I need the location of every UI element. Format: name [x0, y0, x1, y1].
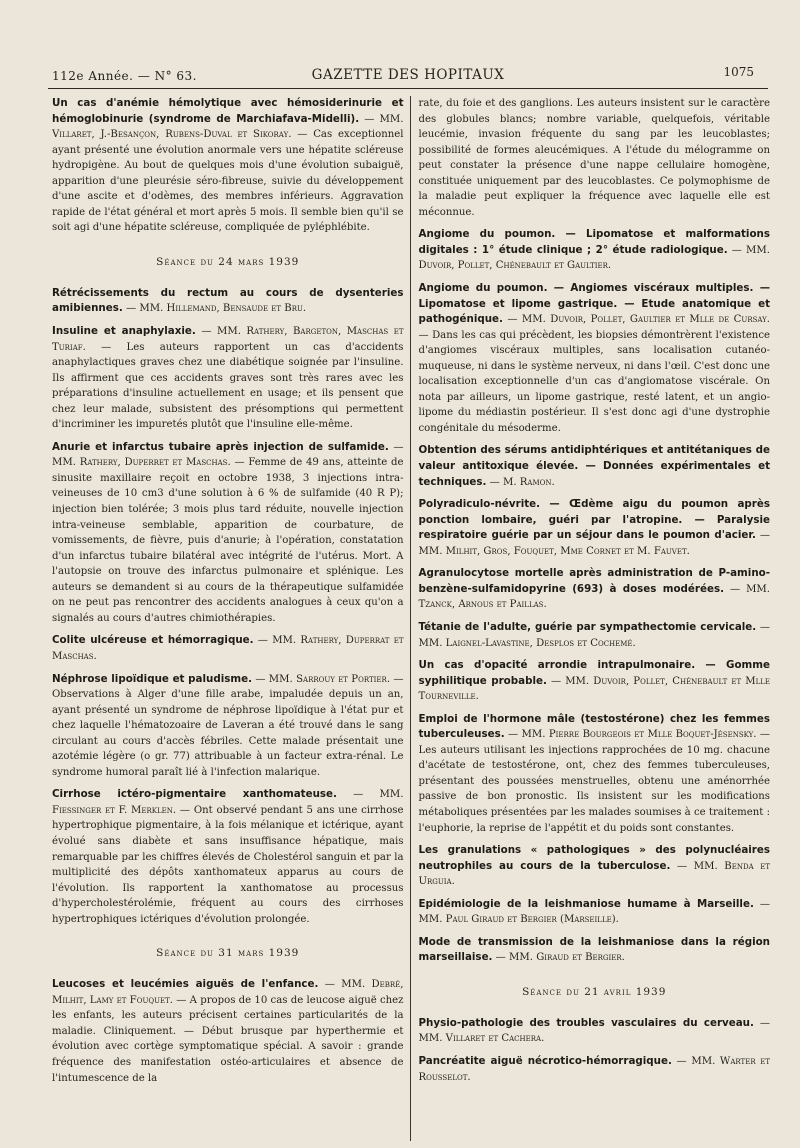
- article-title: Colite ulcéreuse et hémorragique.: [52, 634, 254, 647]
- article-entry: Angiome du poumon. — Angiomes viscéraux multiples. — Lipomatose et lipome gastrique. — Etude anatomique et pathogénique. — MM. Duvoir, Pollet, Gaultier et Mlle de Cursay. — Dans les cas qui précèdent, les biopsies démontrèrent l'existence d'angiomes viscéraux multiples, sans localisation cutanéo-muqueuse, ni dans le système nerveux, ni dans l'œil. C'est donc une localisation exceptionnelle d'un cas d'angiomatose viscérale. On nota par ailleurs, un lipome gastrique, resté latent, et un angio-lipome du médiastin postérieur. Il s'est donc agi d'une dystrophie congénitale du mésoderme.: [418, 282, 770, 434]
- article-entry: Les granulations « pathologiques » des polynucléaires neutrophiles au cours de la tuberculose. — MM. Benda et Urguia.: [418, 844, 770, 888]
- article-title: Tétanie de l'adulte, guérie par sympathectomie cervicale.: [418, 620, 757, 633]
- article-title: Agranulocytose mortelle après administration de P-amino-benzène-sulfamidopyrine (693) à doses modérées.: [418, 567, 770, 595]
- article-body: Ont observé pendant 5 ans une cirrhose hypertrophique pigmentaire, à la fois mélanique et ictérique, ayant évolué sans diabète et sans insuffisance hépatique, mais remarquable par les chiffres élevés de Cholestérol sanguin et par la multiplicité des dépôts xanthomateux apparus au cours de l'évolution. Ils rapportent la xanthomatose au processus d'hypercholestérolémie, fréquent au cours des cirrhoses hypertrophiques ictériques d'évolution prolongée.: [52, 804, 404, 925]
- article-title: Néphrose lipoïdique et paludisme.: [52, 672, 253, 685]
- article-authors: MM. Sarrouy et Portier.: [268, 673, 391, 685]
- article-title: Angiome du poumon. — Angiomes viscéraux multiples. — Lipomatose et lipome gastrique. — Etude anatomique et pathogénique.: [418, 282, 770, 326]
- article-authors: MM. Fiessinger et F. Merklen.: [52, 789, 404, 816]
- article-entry: Leucoses et leucémies aiguës de l'enfance. — MM. Debré, Milhit, Lamy et Fouquet. — A propos de 10 cas de leucose aiguë chez les enfants, les auteurs précisent certaines particularités de la maladie. Cliniquement. — Début brusque par hyperthermie et évolution avec cortège symptomatique spécial. A savoir : grande fréquence des manifestation ostéo-articulaires et absence de l'intumescence de la: [52, 978, 404, 1084]
- article-body: Femme de 49 ans, atteinte de sinusite maxillaire reçoit en octobre 1938, 3 injections intra-veineuses de 10 cm3 d'une solution à 6 % de sulfamide (40 R P); injection bien tolérée; 3 mois plus tard réduite, nouvelle injection intra-veineuse semblable, apparition de courbature, de vomissements, de fièvre, puis d'anurie; à l'opération, constatation d'un infarctus tubaire bilatéral avec intégrité de l'utérus. Mort. A l'autopsie on trouve des infarctus pulmonaire et splénique. Les auteurs se demandent si au cours de la thérapeutique sulfamidée on ne peut pas rencontrer des accidents analogues à ceux qu'on a signalés au cours d'autres chimiothérapies.: [52, 457, 404, 624]
- article-entry: Néphrose lipoïdique et paludisme. — MM. Sarrouy et Portier. — Observations à Alger d'une fille arabe, impaludée depuis un an, ayant présenté un syndrome de néphrose lipoïdique à l'état pur et chez laquelle l'hématozoaire de Laveran a été trouvé dans le sang circulant au cours d'accès fébriles. Cette malade présentait une azotémie légère (o gr. 77) attribuable à un facteur extra-rénal. Le syndrome humoral paraît lié à l'infection malarique.: [52, 672, 404, 778]
- article-authors: MM. Rathery, Duperret et Maschas.: [52, 457, 231, 469]
- article-authors: MM. Warter et Rousselot.: [418, 1055, 770, 1083]
- article-body: Les auteurs utilisant les injections rapprochées de 10 mg. chacune d'acétate de testostérone, ont, chez des femmes tuberculeuses, présentant des poussées menstruelles, obtenu une aménorrhée passive de bon pronostic. Ils insistent sur les modifications métaboliques présentées par les malades soumises à ce traitement : l'euphorie, la reprise de l'appétit et du poids sont constantes.: [418, 744, 770, 834]
- article-authors: MM. Benda et Urguia.: [418, 860, 770, 888]
- article-title: Mode de transmission de la leishmaniose dans la région marseillaise.: [418, 935, 770, 964]
- article-body: rate, du foie et des ganglions. Les auteurs insistent sur le caractère des globules blancs; nombre variable, quelquefois, véritable leucémie, invasion fréquente du sang par les leucoblastes; possibilité de formes aleucémiques. A l'étude du mélogramme on peut constater la présence d'une nappe cellulaire homogène, constituée uniquement par des leucoblastes. Ce polymophisme de la maladie peut expliquer la fréquence avec laquelle elle est méconnue.: [418, 98, 770, 218]
- article-authors: MM. Giraud et Bergier.: [509, 952, 625, 964]
- page-number: 1075: [723, 65, 754, 79]
- article-body: A propos de 10 cas de leucose aiguë chez les enfants, les auteurs précisent certaines particularités de la maladie. Cliniquement. — Début brusque par hyperthermie et évolution avec cortège symptomatique spécial. A savoir : grande fréquence des manifestation ostéo-articulaires et absence de l'intumescence de la: [52, 994, 404, 1084]
- article-entry: Cirrhose ictéro-pigmentaire xanthomateuse. — MM. Fiessinger et F. Merklen. — Ont observé pendant 5 ans une cirrhose hypertrophique pigmentaire, à la fois mélanique et ictérique, ayant évolué sans diabète et sans insuffisance hépatique, mais remarquable par les chiffres élevés de Cholestérol sanguin et par la multiplicité des dépôts xanthomateux apparus au cours de l'évolution. Ils rapportent la xanthomatose au processus d'hypercholestérolémie, fréquent au cours des cirrhoses hypertrophiques ictériques d'évolution prolongée.: [52, 788, 404, 925]
- article-authors: MM. Duvoir, Pollet, Gaultier et Mlle de Cursay.: [521, 314, 770, 326]
- article-entry: Pancréatite aiguë nécrotico-hémorragique. — MM. Warter et Rousselot.: [418, 1054, 770, 1083]
- article-entry: Tétanie de l'adulte, guérie par sympathectomie cervicale. — MM. Laignel-Lavastine, Desplos et Cochemé.: [418, 620, 770, 649]
- article-authors: MM. Paul Giraud et Bergier (Marseille).: [418, 914, 619, 926]
- article-authors: MM. Tzanck, Arnous et Paillas.: [418, 583, 770, 611]
- article-title: Polyradiculo-névrite. — Œdème aigu du poumon après ponction lombaire, guéri par l'atropine. — Paralysie respiratoire guérie par un séjour dans le poumon d'acier.: [418, 498, 770, 542]
- session-heading: Séance du 31 mars 1939: [156, 947, 300, 960]
- article-title: Emploi de l'hormone mâle (testostérone) chez les femmes tuberculeuses.: [418, 712, 770, 741]
- article-authors: M. Ramon.: [503, 476, 555, 488]
- article-entry: Obtention des sérums antidiphtériques et antitétaniques de valeur antitoxique élevée. — Données expérimentales et techniques. — M. Ramon.: [418, 444, 770, 488]
- article-entry: Angiome du poumon. — Lipomatose et malformations digitales : 1° étude clinique ; 2° étude radiologique. — MM. Duvoir, Pollet, Chénebault et Gaultier.: [418, 228, 770, 272]
- article-entry: Un cas d'anémie hémolytique avec hémosiderinurie et hémoglobinurie (syndrome de Marchiafava-Midelli). — MM. Villaret, J.-Besançon, Rubens-Duval et Sikoray. — Cas exceptionnel ayant présenté une évolution anormale vers une hépatite scléreuse hydropigène. Au bout de quelques mois d'une évolution subaiguë, apparition d'une pleurésie séro-fibreuse, suivie du développement d'une ascite et d'odèmes, des membres inférieurs. Aggravation rapide de l'état général et mort après 5 mois. Il semble bien qu'il se soit agi d'une hépatite scléreuse, compliquée de pyléphlébite.: [52, 97, 404, 234]
- session-heading: Séance du 21 avril 1939: [522, 985, 667, 998]
- article-body: Cas exceptionnel ayant présenté une évolution anormale vers une hépatite scléreuse hydropigène. Au bout de quelques mois d'une évolution subaiguë, apparition d'une pleurésie séro-fibreuse, suivie du développement d'une ascite et d'odèmes, des membres inférieurs. Aggravation rapide de l'état général et mort après 5 mois. Il semble bien qu'il se soit agi d'une hépatite scléreuse, compliquée de pyléphlébite.: [52, 129, 404, 234]
- article-entry: Colite ulcéreuse et hémorragique. — MM. Rathery, Duperrat et Maschas.: [52, 634, 404, 662]
- article-authors: MM. Rathery, Duperrat et Maschas.: [52, 635, 404, 662]
- article-title: Angiome du poumon. — Lipomatose et malformations digitales : 1° étude clinique ; 2° étude radiologique.: [418, 228, 770, 256]
- article-title: Insuline et anaphylaxie.: [52, 325, 196, 338]
- article-title: Pancréatite aiguë nécrotico-hémorragique.: [418, 1054, 672, 1067]
- article-entry: [419, 96, 771, 220]
- article-authors: MM. Pierre Bourgeois et Mlle Boquet-Jésensky.: [521, 729, 757, 741]
- article-authors: MM. Rathery, Bargeton, Maschas et Turiaf.: [52, 326, 404, 353]
- article-entry: Mode de transmission de la leishmaniose dans la région marseillaise. — MM. Giraud et Bergier.: [418, 935, 770, 964]
- article-entry: Epidémiologie de la leishmaniose humame à Marseille. — MM. Paul Giraud et Bergier (Marseille).: [418, 897, 770, 926]
- article-title: Les granulations « pathologiques » des polynucléaires neutrophiles au cours de la tuberculose.: [418, 844, 770, 872]
- issue-number: 112e Année. — N° 63.: [52, 69, 197, 83]
- page-header: [48, 58, 768, 89]
- article-authors: MM. Duvoir, Pollet, Chénebault et Gaultier.: [418, 244, 770, 272]
- article-entry: Insuline et anaphylaxie. — MM. Rathery, Bargeton, Maschas et Turiaf. — Les auteurs rapportent un cas d'accidents anaphylactiques graves chez une diabétique soignée par l'insuline. Ils affirment que ces accidents graves sont très rares avec les préparations d'insuline actuellement en usage; et ils pensent que chez leur malade, subsistent des présomptions qui permettent d'incriminer les impuretés plutôt que l'insuline elle-même.: [52, 325, 404, 431]
- article-title: Obtention des sérums antidiphtériques et antitétaniques de valeur antitoxique élevée. — Données expérimentales et techniques.: [418, 444, 770, 488]
- article-body: Les auteurs rapportent un cas d'accidents anaphylactiques graves chez une diabétique soignée par l'insuline. Ils affirment que ces accidents graves sont très rares avec les préparations d'insuline actuellement en usage; et ils pensent que chez leur malade, subsistent des présomptions qui permettent d'incriminer les impuretés plutôt que l'insuline elle-même.: [52, 341, 404, 431]
- article-entry: Rétrécissements du rectum au cours de dysenteries amibiennes. — MM. Hillemand, Bensaude et Bru.: [52, 286, 404, 315]
- article-authors: MM. Duvoir, Pollet, Chénebault et Mlle Tourneville.: [418, 675, 770, 703]
- article-authors: MM. Milhit, Gros, Fouquet, Mme Cornet et M. Fauvet.: [418, 545, 690, 557]
- journal-title: GAZETTE DES HOPITAUX: [311, 67, 505, 83]
- article-entry: Physio-pathologie des troubles vasculaires du cerveau. — MM. Villaret et Cachera.: [418, 1016, 770, 1045]
- article-title: Rétrécissements du rectum au cours de dysenteries amibiennes.: [52, 286, 404, 315]
- article-entry: Polyradiculo-névrite. — Œdème aigu du poumon après ponction lombaire, guéri par l'atropine. — Paralysie respiratoire guérie par un séjour dans le poumon d'acier. — MM. Milhit, Gros, Fouquet, Mme Cornet et M. Fauvet.: [418, 498, 770, 557]
- article-title: Epidémiologie de la leishmaniose humame à Marseille.: [418, 897, 754, 910]
- article-entry: Anurie et infarctus tubaire après injection de sulfamide. — MM. Rathery, Duperret et Maschas. — Femme de 49 ans, atteinte de sinusite maxillaire reçoit en octobre 1938, 3 injections intra-veineuses de 10 cm3 d'une solution à 6 % de sulfamide (40 R P); injection bien tolérée; 3 mois plus tard réduite, nouvelle injection intra-veineuse semblable, apparition de courbature, de vomissements, de fièvre, puis d'anurie; à l'opération, constatation d'un infarctus tubaire bilatéral avec intégrité de l'utérus. Mort. A l'autopsie on trouve des infarctus pulmonaire et splénique. Les auteurs se demandent si au cours de la thérapeutique sulfamidée on ne peut pas rencontrer des accidents analogues à ceux qu'on a signalés au cours d'autres chimiothérapies.: [52, 440, 404, 624]
- article-title: Anurie et infarctus tubaire après injection de sulfamide.: [52, 440, 389, 453]
- article-title: Un cas d'opacité arrondie intrapulmonaire. — Gomme syphilitique probable.: [418, 659, 770, 687]
- article-body: Dans les cas qui précèdent, les biopsies démontrèrent l'existence d'angiomes viscéraux multiples, sans localisation cutanéo-muqueuse, ni dans le système nerveux, ni dans l'œil. C'est donc une localisation exceptionnelle d'un cas d'angiomatose viscérale. On nota par ailleurs, un lipome gastrique, resté latent, et un angio-lipome du médiastin postérieur. Il s'est donc agi d'une dystrophie congénitale du mésoderme.: [418, 329, 770, 434]
- article-authors: MM. Debré, Milhit, Lamy et Fouquet.: [52, 979, 404, 1006]
- article-authors: MM. Villaret et Cachera.: [418, 1033, 545, 1045]
- article-title: Un cas d'anémie hémolytique avec hémosiderinurie et hémoglobinurie (syndrome de Marchiafava-Midelli).: [52, 97, 404, 125]
- article-authors: MM. Villaret, J.-Besançon, Rubens-Duval et Sikoray.: [52, 113, 404, 141]
- article-title: Leucoses et leucémies aiguës de l'enfance.: [52, 978, 319, 991]
- article-authors: MM. Laignel-Lavastine, Desplos et Cochemé.: [418, 637, 636, 649]
- article-entry: Agranulocytose mortelle après administration de P-amino-benzène-sulfamidopyrine (693) à doses modérées. — MM. Tzanck, Arnous et Paillas.: [418, 567, 770, 611]
- article-entry: Un cas d'opacité arrondie intrapulmonaire. — Gomme syphilitique probable. — MM. Duvoir, Pollet, Chénebault et Mlle Tourneville.: [418, 659, 770, 703]
- article-authors: MM. Hillemand, Bensaude et Bru.: [139, 303, 307, 315]
- right-column: [410, 96, 771, 1141]
- article-body: Observations à Alger d'une fille arabe, impaludée depuis un an, ayant présenté un syndrome de néphrose lipoïdique à l'état pur et chez laquelle l'hématozoaire de Laveran a été trouvé dans le sang circulant au cours d'accès fébriles. Cette malade présentait une azotémie légère (o gr. 77) attribuable à un facteur extra-rénal. Le syndrome humoral paraît lié à l'infection malarique.: [52, 689, 404, 778]
- article-entry: Emploi de l'hormone mâle (testostérone) chez les femmes tuberculeuses. — MM. Pierre Bourgeois et Mlle Boquet-Jésensky. — Les auteurs utilisant les injections rapprochées de 10 mg. chacune d'acétate de testostérone, ont, chez des femmes tuberculeuses, présentant des poussées menstruelles, obtenu une aménorrhée passive de bon pronostic. Ils insistent sur les modifications métaboliques présentées par les malades soumises à ce traitement : l'euphorie, la reprise de l'appétit et du poids sont constantes.: [418, 712, 770, 834]
- left-column: [52, 96, 410, 1141]
- article-title: Physio-pathologie des troubles vasculaires du cerveau.: [418, 1016, 754, 1029]
- two-column-body: [52, 96, 770, 1141]
- session-heading: Séance du 24 mars 1939: [156, 255, 300, 268]
- article-title: Cirrhose ictéro-pigmentaire xanthomateuse.: [52, 788, 337, 801]
